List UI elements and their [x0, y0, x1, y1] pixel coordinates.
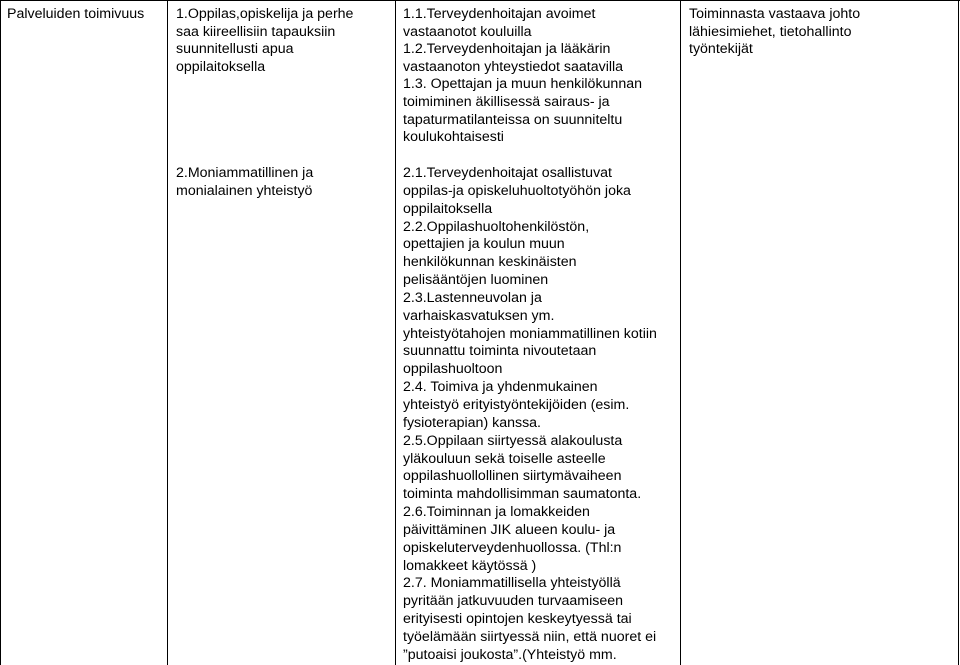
measure-2-line: pyritään jatkuvuuden turvaamiseen: [403, 593, 624, 610]
table-top-border: [0, 0, 960, 1]
responsible-line: työntekijät: [689, 41, 753, 58]
responsible-cell-1: [689, 6, 860, 59]
measure-1-line: 1.3. Opettajan ja muun henkilökunnan: [403, 76, 642, 93]
measure-2-line: ”putoaisi joukosta”.(Yhteistyö mm.: [403, 646, 617, 663]
column-border-left: [0, 0, 1, 665]
measure-2-line: suunnattu toiminta nivoutetaan: [403, 343, 597, 360]
measure-2-line: 2.4. Toimiva ja yhdenmukainen: [403, 379, 598, 396]
measures-cell-2: [403, 165, 657, 665]
measure-2-line: yhteistyö erityistyöntekijöiden (esim.: [403, 396, 630, 413]
measure-1-line: 1.1.Terveydenhoitajan avoimet: [403, 6, 596, 22]
measure-1-line: toimiminen äkillisessä sairaus- ja: [403, 93, 610, 110]
goal-1-line: 1.Oppilas,opiskelija ja perhe: [176, 6, 354, 22]
responsible-line: lähiesimiehet, tietohallinto: [689, 23, 852, 40]
measure-1-line: tapaturmatilanteissa on suunniteltu: [403, 111, 623, 128]
measure-2-line: pelisääntöjen luominen: [403, 272, 549, 289]
measures-cell-1: [403, 6, 642, 147]
goal-2-line: monialainen yhteistyö: [176, 182, 313, 199]
measure-1-line: 1.2.Terveydenhoitajan ja lääkärin: [403, 41, 611, 58]
goal-2-line: 2.Moniammatillinen ja: [176, 165, 314, 181]
measure-2-line: päivittäminen JIK alueen koulu- ja: [403, 521, 616, 538]
goal-cell-2: [176, 165, 313, 200]
measure-2-line: 2.1.Terveydenhoitajat osallistuvat: [403, 165, 612, 181]
measure-2-line: opiskeluterveydenhuollossa. (Thl:n: [403, 539, 622, 556]
goal-1-line: oppilaitoksella: [176, 58, 266, 75]
measure-2-line: oppilaitoksella: [403, 200, 493, 217]
measure-2-line: fysioterapian) kanssa.: [403, 414, 542, 431]
measure-1-line: vastaanotot kouluilla: [403, 23, 532, 40]
goal-1-line: saa kiireellisiin tapauksiin: [176, 23, 336, 40]
column-border-right: [958, 0, 959, 665]
measure-2-line: 2.7. Moniammatillisella yhteistyöllä: [403, 575, 621, 592]
measure-2-line: oppilashuoltoon: [403, 361, 503, 378]
measure-2-line: yhteistyötahojen moniammatillinen kotiin: [403, 325, 657, 342]
measure-2-line: oppilashuollollinen siirtymävaiheen: [403, 468, 622, 485]
service-area-cell: [7, 6, 144, 24]
measure-1-line: koulukohtaisesti: [403, 129, 504, 146]
measure-2-line: yläkouluun sekä toiselle asteelle: [403, 450, 606, 467]
goal-1-line: suunnitellusti apua: [176, 41, 294, 58]
measure-2-line: erityisesti opintojen keskeytyessä tai: [403, 611, 632, 628]
column-border-1: [167, 0, 168, 665]
goal-cell-1: [176, 6, 353, 76]
measure-2-line: toiminta mahdollisimman saumatonta.: [403, 486, 642, 503]
measure-2-line: opettajien ja koulun muun: [403, 236, 565, 253]
measure-2-line: varhaiskasvatuksen ym.: [403, 307, 555, 324]
service-area-label: Palveluiden toimivuus: [7, 6, 145, 22]
measure-2-line: 2.6.Toiminnan ja lomakkeiden: [403, 504, 590, 521]
measure-2-line: 2.3.Lastenneuvolan ja: [403, 289, 542, 306]
measure-2-line: työelämään siirtyessä niin, että nuoret ei: [403, 628, 657, 645]
measure-2-line: henkilökunnan keskinäisten: [403, 254, 577, 271]
column-border-3: [680, 0, 681, 665]
responsible-line: Toiminnasta vastaava johto: [689, 6, 861, 22]
measure-2-line: 2.2.Oppilashuoltohenkilöstön,: [403, 218, 590, 235]
column-border-2: [395, 0, 396, 665]
measure-2-line: oppilas-ja opiskeluhuoltotyöhön joka: [403, 182, 631, 199]
measure-2-line: lomakkeet käytössä ): [403, 557, 537, 574]
measure-2-line: 2.5.Oppilaan siirtyessä alakoulusta: [403, 432, 623, 449]
measure-1-line: vastaanoton yhteystiedot saatavilla: [403, 58, 624, 75]
